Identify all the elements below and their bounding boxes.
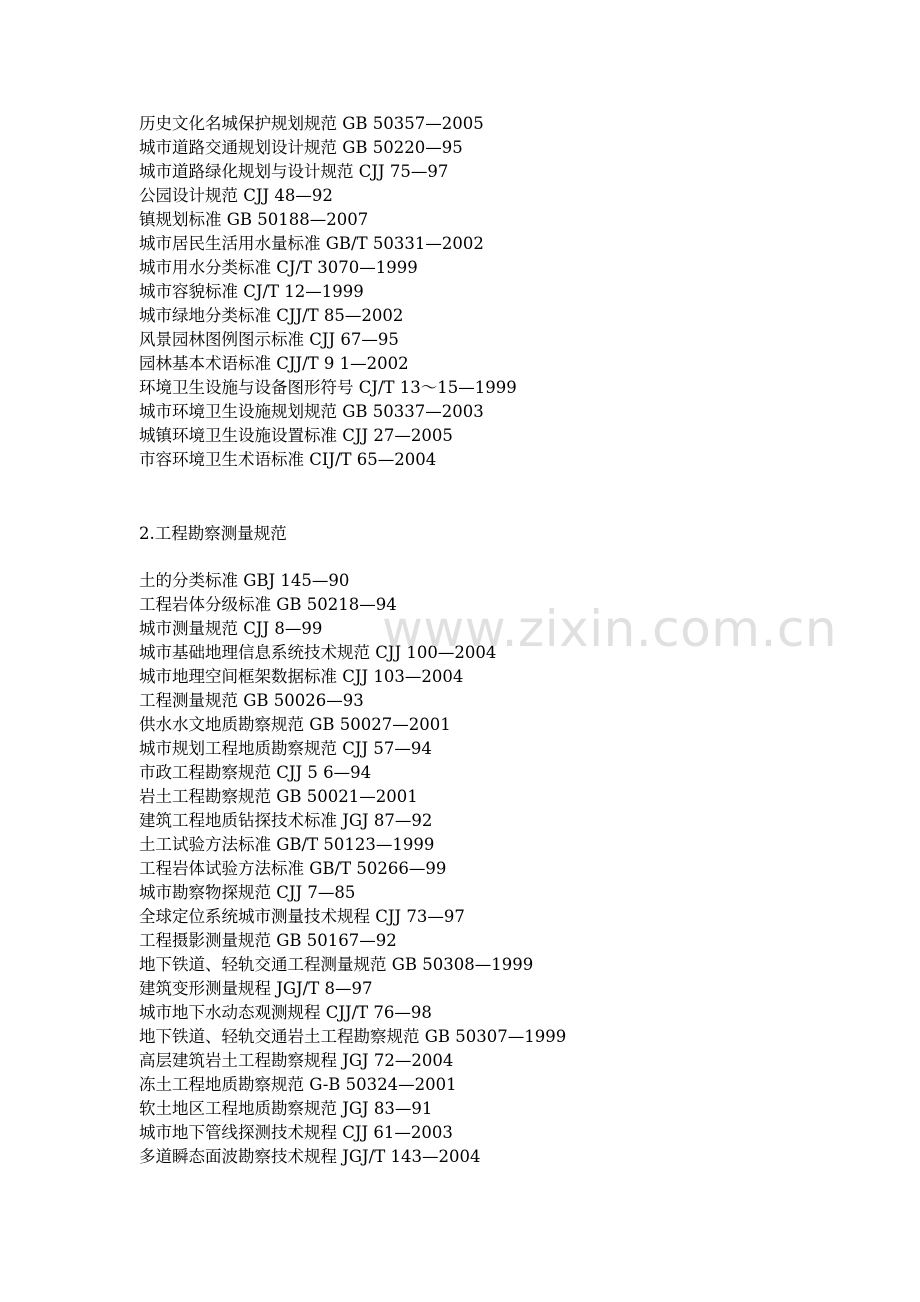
list-item: 多道瞬态面波勘察技术规程 JGJ/T 143—2004 xyxy=(139,1147,481,1166)
list-item: 城市用水分类标准 CJ/T 3070—1999 xyxy=(139,258,418,277)
watermark: www.zixin.com.cn xyxy=(382,600,838,658)
list-item: 城市道路交通规划设计规范 GB 50220—95 xyxy=(139,138,463,157)
standards-list-section-2 xyxy=(139,569,566,1169)
list-item: 城市容貌标准 CJ/T 12—1999 xyxy=(139,282,364,301)
list-item: 园林基本术语标准 CJJ/T 9 1—2002 xyxy=(139,354,409,373)
list-item: 城市测量规范 CJJ 8—99 xyxy=(139,619,323,638)
list-item: 土工试验方法标准 GB/T 50123—1999 xyxy=(139,835,435,854)
list-item: 岩土工程勘察规范 GB 50021—2001 xyxy=(139,787,418,806)
list-item: 城市基础地理信息系统技术规范 CJJ 100—2004 xyxy=(139,643,497,662)
list-item: 工程摄影测量规范 GB 50167—92 xyxy=(139,931,397,950)
list-item: 公园设计规范 CJJ 48—92 xyxy=(139,186,333,205)
list-item: 城市地下水动态观测规程 CJJ/T 76—98 xyxy=(139,1003,432,1022)
list-item: 冻土工程地质勘察规范 G-B 50324—2001 xyxy=(139,1075,457,1094)
list-item: 历史文化名城保护规划规范 GB 50357—2005 xyxy=(139,114,484,133)
list-item: 软土地区工程地质勘察规范 JGJ 83—91 xyxy=(139,1099,433,1118)
list-item: 风景园林图例图示标准 CJJ 67—95 xyxy=(139,330,399,349)
list-item: 工程测量规范 GB 50026—93 xyxy=(139,691,364,710)
list-item: 土的分类标准 GBJ 145—90 xyxy=(139,571,350,590)
list-item: 城市环境卫生设施规划规范 GB 50337—2003 xyxy=(139,402,484,421)
list-item: 城市居民生活用水量标准 GB/T 50331—2002 xyxy=(139,234,484,253)
list-item: 镇规划标准 GB 50188—2007 xyxy=(139,210,369,229)
list-item: 地下铁道、轻轨交通岩土工程勘察规范 GB 50307—1999 xyxy=(139,1027,567,1046)
list-item: 供水水文地质勘察规范 GB 50027—2001 xyxy=(139,715,451,734)
list-item: 工程岩体分级标准 GB 50218—94 xyxy=(139,595,397,614)
list-item: 城市勘察物探规范 CJJ 7—85 xyxy=(139,883,356,902)
list-item: 城市地理空间框架数据标准 CJJ 103—2004 xyxy=(139,667,464,686)
list-item: 高层建筑岩土工程勘察规程 JGJ 72—2004 xyxy=(139,1051,454,1070)
list-item: 工程岩体试验方法标准 GB/T 50266—99 xyxy=(139,859,447,878)
list-item: 建筑变形测量规程 JGJ/T 8—97 xyxy=(139,979,373,998)
list-item: 全球定位系统城市测量技术规程 CJJ 73—97 xyxy=(139,907,465,926)
list-item: 市政工程勘察规范 CJJ 5 6—94 xyxy=(139,763,372,782)
list-item: 城市地下管线探测技术规程 CJJ 61—2003 xyxy=(139,1123,453,1142)
section-heading: 2.工程勘察测量规范 xyxy=(139,524,287,543)
list-item: 环境卫生设施与设备图形符号 CJ/T 13～15—1999 xyxy=(139,378,517,397)
list-item: 城市规划工程地质勘察规范 CJJ 57—94 xyxy=(139,739,432,758)
list-item: 地下铁道、轻轨交通工程测量规范 GB 50308—1999 xyxy=(139,955,534,974)
list-item: 城市绿地分类标准 CJJ/T 85—2002 xyxy=(139,306,404,325)
list-item: 市容环境卫生术语标准 CIJ/T 65—2004 xyxy=(139,450,437,469)
list-item: 城市道路绿化规划与设计规范 CJJ 75—97 xyxy=(139,162,449,181)
list-item: 建筑工程地质钻探技术标准 JGJ 87—92 xyxy=(139,811,433,830)
standards-list-section-1 xyxy=(139,112,517,472)
list-item: 城镇环境卫生设施设置标准 CJJ 27—2005 xyxy=(139,426,453,445)
